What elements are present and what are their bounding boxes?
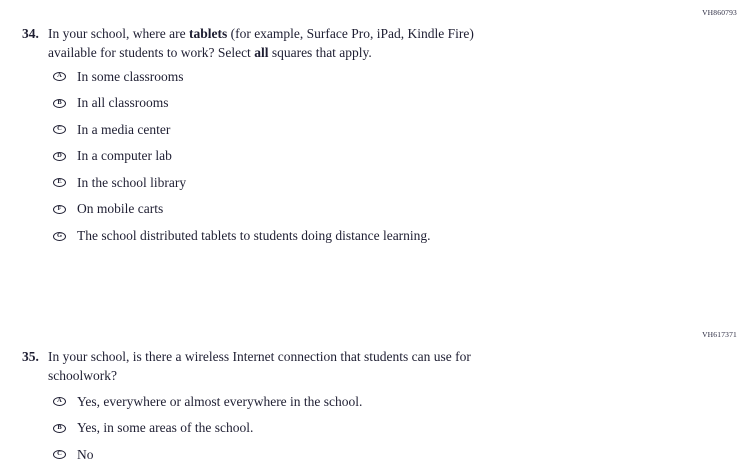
answer-bubble-b[interactable]: B — [53, 99, 66, 108]
answer-bubble-a[interactable]: A — [53, 72, 66, 81]
question-34 — [22, 24, 474, 62]
question-35-options — [53, 394, 362, 474]
item-code-vh617371: VH617371 — [702, 330, 737, 339]
answer-bubble-e[interactable]: E — [53, 178, 66, 187]
option-label: No — [77, 446, 94, 462]
question-34-line2-post: squares that apply. — [268, 45, 372, 60]
question-35-line2: schoolwork? — [48, 368, 117, 383]
question-35 — [22, 347, 471, 385]
option-row-35-b[interactable] — [53, 421, 362, 436]
option-row-34-g[interactable] — [53, 229, 431, 244]
option-label: In a media center — [77, 121, 171, 137]
option-label: The school distributed tablets to students doing distance learning. — [77, 228, 431, 244]
option-label: Yes, in some areas of the school. — [77, 420, 254, 436]
option-row-34-d[interactable] — [53, 149, 431, 164]
question-34-text — [48, 24, 474, 62]
answer-bubble-b[interactable]: B — [53, 424, 66, 433]
question-34-line1-post: (for example, Surface Pro, iPad, Kindle Fire) — [227, 26, 474, 41]
option-row-35-c[interactable] — [53, 447, 362, 462]
option-label: In the school library — [77, 174, 187, 190]
question-34-options — [53, 69, 431, 255]
option-row-34-f[interactable] — [53, 202, 431, 217]
answer-bubble-f[interactable]: F — [53, 205, 66, 214]
option-row-35-a[interactable] — [53, 394, 362, 409]
answer-bubble-c[interactable]: C — [53, 450, 66, 459]
option-label: In all classrooms — [77, 95, 169, 111]
option-label: On mobile carts — [77, 201, 164, 217]
option-label: Yes, everywhere or almost everywhere in the school. — [77, 393, 363, 409]
option-label: In a computer lab — [77, 148, 172, 164]
question-34-line2 — [48, 43, 474, 62]
question-34-line2-bold: all — [254, 45, 269, 60]
question-34-line1-pre: In your school, where are — [48, 26, 189, 41]
question-34-number: 34. — [22, 26, 39, 41]
item-code-vh860793: VH860793 — [702, 8, 737, 17]
question-34-line1 — [48, 24, 474, 43]
answer-bubble-c[interactable]: C — [53, 125, 66, 134]
option-row-34-b[interactable] — [53, 96, 431, 111]
option-label: In some classrooms — [77, 68, 184, 84]
question-35-line1: In your school, is there a wireless Internet connection that students can use for — [48, 349, 471, 364]
question-34-line1-bold: tablets — [188, 26, 228, 41]
answer-bubble-d[interactable]: D — [53, 152, 66, 161]
answer-bubble-a[interactable]: A — [53, 397, 66, 406]
question-35-number: 35. — [22, 349, 39, 364]
option-row-34-e[interactable] — [53, 175, 431, 190]
question-34-line2-pre: available for students to work? Select — [48, 45, 255, 60]
answer-bubble-g[interactable]: G — [53, 232, 66, 241]
option-row-34-a[interactable] — [53, 69, 431, 84]
option-row-34-c[interactable] — [53, 122, 431, 137]
question-35-text — [48, 347, 471, 385]
